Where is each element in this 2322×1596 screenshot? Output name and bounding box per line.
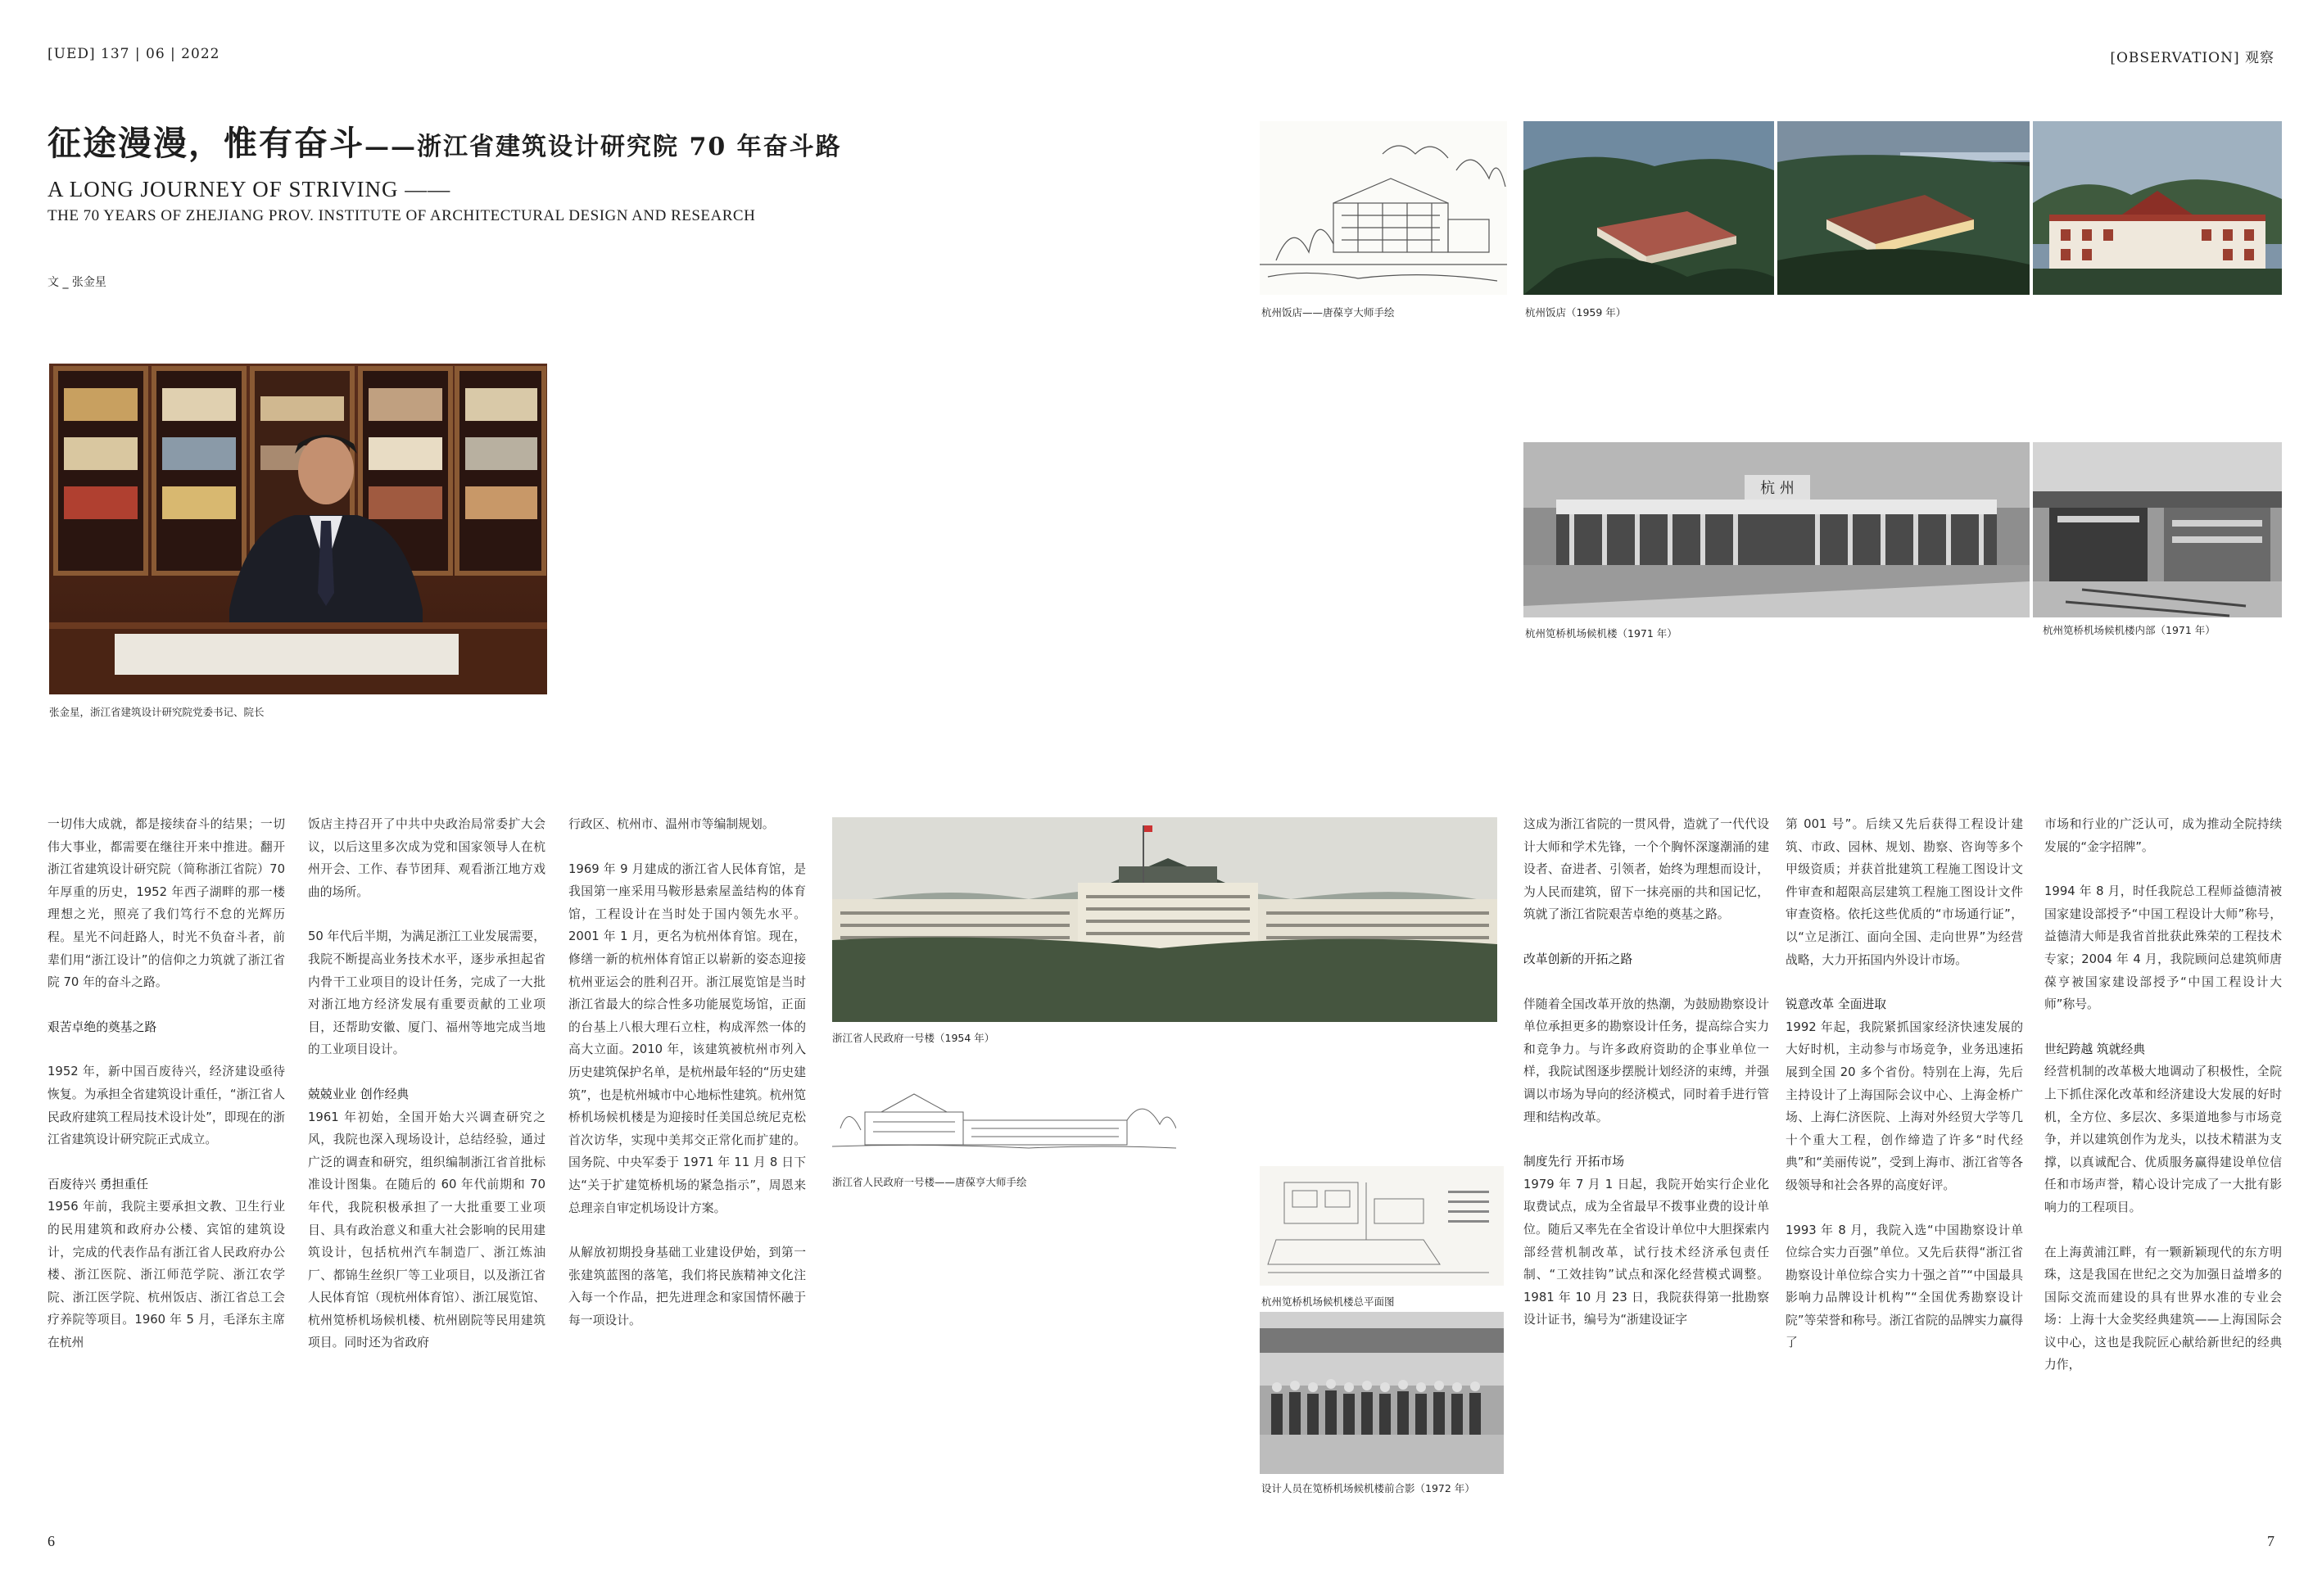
caption-airport-plan: 杭州笕桥机场候机楼总平面图 [1261,1295,1395,1308]
paragraph: 经营机制的改革极大地调动了积极性，全院上下抓住深化改革和经济建设大发展的好时机，全方位、多层次、多渠道地参与市场竞争，并以建筑创作为龙头，以技术精湛为支撑，以真诚配合、优质服务赢得建设单位信任和市场声誉，精心设计完成了一大批有影响力的工程项目。 [2044,1065,2282,1214]
paragraph: 市场和行业的广泛认可，成为推动全院持续发展的“金字招牌”。 [2044,817,2282,854]
subsection-heading: 锐意改革 全面进取 [1786,997,1887,1012]
title-cn-main: 征途漫漫，惟有奋斗 [48,124,364,163]
portrait-photo [49,364,547,694]
paragraph: 1952 年，新中国百废待兴，经济建设亟待恢复。为承担全省建筑设计重任，“浙江省人民政府建筑工程局技术设计处”，即现在的浙江省建筑设计研究院正式成立。 [48,1065,285,1147]
paragraph: 饭店主持召开了中共中央政治局常委扩大会议，以后这里多次成为党和国家领导人在杭州开会、工作、春节团拜、观看浙江地方戏曲的场所。 [308,817,545,899]
hotel-front-image [2033,121,2282,295]
gov-building-photo [832,817,1497,1022]
text-column-6 [2044,813,2282,1509]
paragraph: 1992 年起，我院紧抓国家经济快速发展的大好时机，主动参与市场竞争，业务迅速拓展到全国 20 多个省份。特别在上海，先后主持设计了上海国际会议中心、上海金桥广场、上海仁济医院、上海对外经贸大学等几十个重大工程，创作缔造了许多“时代经典”和“美丽传说”，受到上海市、浙江省等各级领导和社会各界的高度好评。 [1786,1020,2023,1192]
text-column-3 [568,813,806,1509]
airport-interior-image [2033,442,2282,617]
caption-airport-1971: 杭州笕桥机场候机楼（1971 年） [1525,627,1677,640]
section-heading: 艰苦卓绝的奠基之路 [48,1020,157,1034]
paragraph: 1994 年 8 月，时任我院总工程师益德清被国家建设部授予“中国工程设计大师”称号，益德清大师是我省首批获此殊荣的工程技术专家；2004 年 4 月，我院顾问总建筑师唐葆亨被国家建设部授予“中国工程设计大师”称号。 [2044,884,2282,1012]
caption-gov-sketch: 浙江省人民政府一号楼——唐葆亨大师手绘 [832,1176,1027,1188]
caption-hotel-sketch: 杭州饭店——唐葆亨大师手绘 [1261,306,1395,319]
page-number-right: 7 [2267,1533,2274,1549]
page-number-left: 6 [48,1533,55,1549]
paragraph: 1993 年 8 月，我院入选“中国勘察设计单位综合实力百强”单位。又先后获得“浙江省勘察设计单位综合实力十强之首”“中国最具影响力品牌设计机构”“全国优秀勘察设计院”等荣誉和称号。浙江省院的品牌实力赢得了 [1786,1223,2023,1350]
caption-designers-1972: 设计人员在笕桥机场候机楼前合影（1972 年） [1261,1482,1475,1494]
paragraph: 这成为浙江省院的一贯风骨，造就了一代代设计大师和学术先锋，一个个胸怀深邃潮涌的建设者、奋进者、引领者，始终为理想而设计，为人民而建筑，留下一抹亮丽的共和国记忆，筑就了浙江省院艰苦卓绝的奠基之路。 [1523,817,1769,922]
title-cn-sub: ——浙江省建筑设计研究院 70 年奋斗路 [364,133,842,161]
paragraph: 50 年代后半期，为满足浙江工业发展需要，我院不断提高业务技术水平，逐步承担起省内骨干工业项目的设计任务，完成了一大批对浙江地方经济发展有重要贡献的工业项目，还帮助安徽、厦门、福州等地完成当地的工业项目设计。 [308,929,545,1057]
paragraph: 1956 年前，我院主要承担文教、卫生行业的民用建筑和政府办公楼、宾馆的建筑设计，完成的代表作品有浙江省人民政府办公楼、浙江医院、浙江师范学院、浙江农学院、浙江医学院、杭州饭店、浙江省总工会疗养院等项目。1960 年 5 月，毛泽东主席在杭州 [48,1200,285,1350]
paragraph: 1969 年 9 月建成的浙江省人民体育馆，是我国第一座采用马鞍形悬索屋盖结构的体育馆，工程设计在当时处于国内领先水平。2001 年 1 月，更名为杭州体育馆。现在，修缮一新的杭州体育馆正以崭新的姿态迎接杭州亚运会的胜利召开。浙江展览馆是当时浙江省最大的综合性多功能展览场馆，正面的台基上八根大理石立柱，构成浑然一体的高大立面。2010 年，该建筑被杭州市列入历史建筑保护名单，是杭州最年轻的“历史建筑”，也是杭州城市中心地标性建筑。杭州笕桥机场候机楼是为迎接时任美国总统尼克松首次访华，实现中美邦交正常化而扩建的。国务院、中央军委于 1971 年 11 月 8 日下达“关于扩建笕桥机场的紧急指示”，周恩来总理亲自审定机场设计方案。 [568,861,806,1215]
subsection-heading: 兢兢业业 创作经典 [308,1087,410,1101]
airport-site-plan [1260,1166,1504,1286]
paragraph: 1961 年初始，全国开始大兴调查研究之风，我院也深入现场设计，总结经验，通过广泛的调查和研究，组织编制浙江省首批标准设计图集。在随后的 60 年代前期和 70 年代，我院积极承担了一大批重要工业项目、具有政治意义和重大社会影响的民用建筑设计，包括杭州汽车制造厂、浙江炼油厂、都锦生丝织厂等工业项目，以及浙江省人民体育馆（现杭州体育馆）、浙江展览馆、杭州笕桥机场候机楼、杭州剧院等民用建筑项目。同时还为省政府 [308,1110,545,1350]
paragraph: 1979 年 7 月 1 日起，我院开始实行企业化取费试点，成为全省最早不拨事业费的设计单位。随后又率先在全省设计单位中大胆探索内部经营机制改革，试行技术经济承包责任制、“工效挂钩”试点和深化经营模式调整。1981 年 10 月 23 日，我院获得第一批勘察设计证书，编号为“浙建设证字 [1523,1177,1769,1327]
airport-terminal-image [1523,442,2030,617]
article-title-cn [48,116,842,165]
text-column-1 [48,813,285,1509]
paragraph: 行政区、杭州市、温州市等编制规划。 [568,817,775,831]
caption-hotel-1959: 杭州饭店（1959 年） [1525,306,1627,319]
designers-group-photo [1260,1312,1504,1474]
hotel-aerial-1-image [1523,121,1774,295]
paragraph: 从解放初期投身基础工业建设伊始，到第一张建筑蓝图的落笔，我们将民族精神文化注入每一个作品，把先进理念和家国情怀融于每一项设计。 [568,1246,806,1327]
subsection-heading: 制度先行 开拓市场 [1523,1155,1625,1169]
text-column-5 [1786,813,2023,1509]
article-title-en-line2: THE 70 YEARS OF ZHEJIANG PROV. INSTITUTE OF ARCHITECTURAL DESIGN AND RESEARCH [48,207,756,224]
running-header-right: [OBSERVATION] 观察 [2110,50,2274,66]
airport-sign-text: 杭 州 [1760,480,1795,497]
hotel-sketch-image [1260,121,1507,295]
section-heading: 改革创新的开拓之路 [1523,952,1633,966]
subsection-heading: 百废待兴 勇担重任 [48,1177,149,1191]
caption-portrait: 张金星，浙江省建筑设计研究院党委书记、院长 [49,706,265,718]
paragraph: 伴随着全国改革开放的热潮，为鼓励勘察设计单位承担更多的勘察设计任务，提高综合实力和竞争力。与许多政府资助的企事业单位一样，我院试图逐步摆脱计划经济的束缚，并强调以市场为导向的经济模式，同时着手进行管理和结构改革。 [1523,997,1769,1124]
text-column-4 [1523,813,1769,1509]
caption-airport-interior: 杭州笕桥机场候机楼内部（1971 年） [2043,624,2216,636]
paragraph: 一切伟大成就，都是接续奋斗的结果；一切伟大事业，都需要在继往开来中推进。翻开浙江省建筑设计研究院（简称浙江省院）70 年厚重的历史，1952 年西子湖畔的那一楼理想之光，照亮了我们笃行不怠的光辉历程。星光不问赶路人，时光不负奋斗者，前辈们用“浙江设计”的信仰之力筑就了浙江省院 70 年的奋斗之路。 [48,817,285,990]
article-title-en-line1: A LONG JOURNEY OF STRIVING —— [48,177,451,201]
paragraph: 在上海黄浦江畔，有一颗新颖现代的东方明珠，这是我国在世纪之交为加强日益增多的国际交流而建设的具有世界水准的专业会场：上海十大金奖经典建筑——上海国际会议中心，这也是我院匠心献给新世纪的经典力作， [2044,1245,2282,1372]
gov-building-sketch [832,1079,1176,1161]
text-column-2 [308,813,545,1509]
caption-gov-1954: 浙江省人民政府一号楼（1954 年） [832,1032,995,1044]
author-byline: 文 _ 张金星 [48,276,106,289]
running-header-left: [UED] 137 | 06 | 2022 [48,46,220,62]
subsection-heading: 世纪跨越 筑就经典 [2044,1042,2146,1056]
hotel-aerial-2-image [1777,121,2030,295]
paragraph: 第 001 号”。后续又先后获得工程设计建筑、市政、园林、规划、勘察、咨询等多个甲级资质；并获首批建筑工程施工图设计文件审查和超限高层建筑工程施工图设计文件审查资格。依托这些优质的“市场通行证”，以“立足浙江、面向全国、走向世界”为经营战略，大力开拓国内外设计市场。 [1786,817,2023,967]
